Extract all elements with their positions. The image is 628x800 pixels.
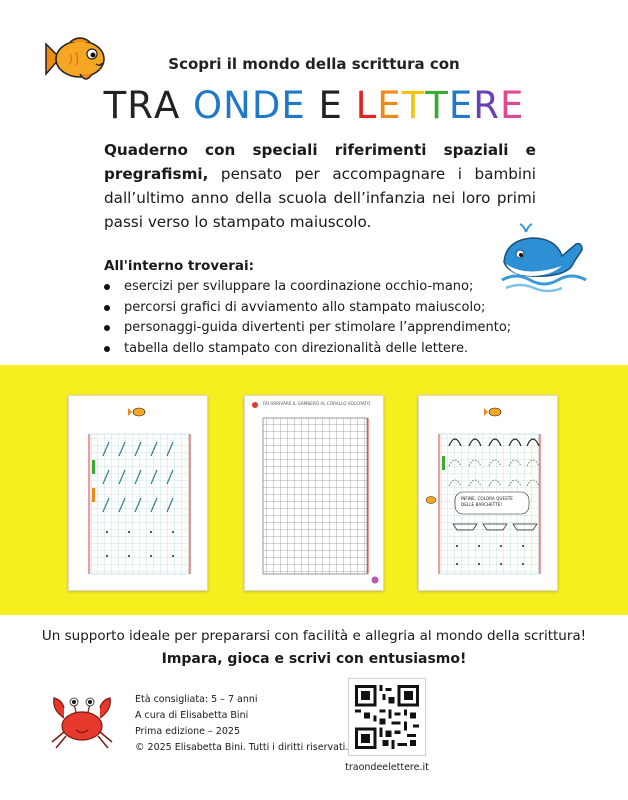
copyright: © 2025 Elisabetta Bini. Tutti i diritti riservati. bbox=[135, 742, 349, 753]
intro-paragraph bbox=[104, 138, 536, 234]
author: A cura di Elisabetta Bini bbox=[135, 710, 249, 721]
intro-rest: pensato per accompagnare i bambini dall’ultimo anno della scuola dell’infanzia nei loro primi passi verso lo stampato maiuscolo. bbox=[104, 165, 536, 231]
title-letter bbox=[306, 84, 319, 127]
title-letter: E bbox=[499, 84, 525, 127]
title-letter: L bbox=[355, 84, 378, 127]
feature-item: esercizi per sviluppare la coordinazione occhio-mano; bbox=[104, 277, 511, 298]
page-2-caption: FAI ARRIVARE IL GAMBERO AL CORALLO SOLCRATO bbox=[263, 401, 371, 406]
book-title bbox=[0, 84, 628, 127]
support-tagline: Un supporto ideale per prepararsi con facilità e allegria al mondo della scrittura! bbox=[41, 628, 587, 644]
title-letter: T bbox=[425, 84, 449, 127]
title-letter: E bbox=[377, 84, 402, 127]
intro-bold: Quaderno con speciali riferimenti spaziali e pregrafismi, bbox=[104, 141, 536, 183]
feature-item: tabella dello stampato con direzionalità delle lettere. bbox=[104, 339, 511, 360]
title-letter: N bbox=[223, 84, 252, 127]
feature-list bbox=[104, 277, 511, 359]
title-letter: R bbox=[127, 84, 154, 127]
inside-heading: All'interno troverai: bbox=[104, 258, 255, 274]
subtitle: Scopri il mondo della scrittura con bbox=[168, 55, 460, 73]
fish-icon bbox=[128, 408, 145, 416]
title-letter: A bbox=[153, 84, 181, 127]
edition: Prima edizione – 2025 bbox=[135, 726, 240, 737]
feature-item: personaggi-guida divertenti per stimolare l’apprendimento; bbox=[104, 318, 511, 339]
preview-page-1 bbox=[68, 395, 208, 591]
slogan: Impara, gioca e scrivi con entusiasmo! bbox=[161, 651, 467, 667]
title-letter bbox=[180, 84, 193, 127]
bubble-line-2: DELLE BARCHETTE! bbox=[461, 501, 503, 507]
age-range: Età consigliata: 5 – 7 anni bbox=[135, 694, 258, 705]
preview-page-2 bbox=[244, 395, 384, 591]
title-letter: E bbox=[281, 84, 306, 127]
title-letter: T bbox=[401, 84, 426, 127]
title-letter: R bbox=[473, 84, 500, 127]
website-link[interactable]: traondeelettere.it bbox=[345, 762, 429, 773]
preview-band bbox=[0, 365, 628, 615]
title-letter bbox=[343, 84, 356, 127]
qr-code-icon bbox=[355, 685, 419, 749]
bubble-line-1: INFINE, COLORA QUESTE bbox=[461, 496, 513, 501]
preview-page-3 bbox=[418, 395, 558, 591]
title-letter: T bbox=[103, 84, 128, 127]
title-letter: E bbox=[448, 84, 474, 127]
title-letter: O bbox=[193, 84, 224, 127]
qr-code[interactable] bbox=[348, 678, 426, 756]
crab-illustration bbox=[44, 690, 120, 752]
title-letter: E bbox=[318, 84, 343, 127]
title-letter: D bbox=[251, 84, 282, 127]
publication-info bbox=[135, 692, 348, 756]
feature-item: percorsi grafici di avviamento allo stampato maiuscolo; bbox=[104, 298, 511, 319]
page-3-bubble bbox=[461, 496, 531, 507]
